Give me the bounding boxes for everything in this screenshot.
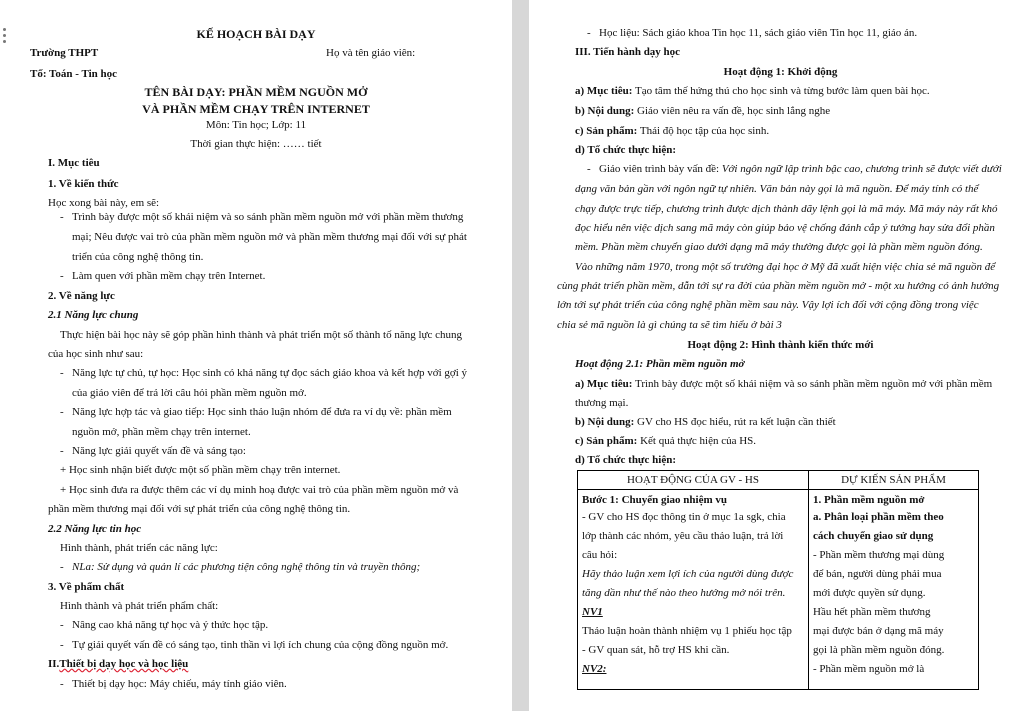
subsection-heading: 3. Về phẩm chất xyxy=(48,581,125,593)
product-subheading: a. Phân loại phần mềm theo xyxy=(813,511,944,523)
organization-label: d) Tổ chức thực hiện: xyxy=(575,454,677,466)
bullet-line: Làm quen với phần mềm chạy trên Internet. xyxy=(72,270,266,282)
bullet-line: Học liệu: Sách giáo khoa Tin học 11, sách giáo viên Tin học 11, giáo án. xyxy=(599,27,918,39)
cell-line: mới được quyền sử dụng. xyxy=(813,587,926,599)
cell-line: - GV quan sát, hỗ trợ HS khi cần. xyxy=(582,644,730,656)
section-heading: I. Mục tiêu xyxy=(48,157,100,169)
intro-line xyxy=(599,162,1002,176)
bullet-dash: - xyxy=(587,163,591,175)
product-label: c) Sản phẩm: xyxy=(575,125,638,137)
intro-text: Giáo viên trình bày vấn đề: xyxy=(599,163,722,175)
bullet-line: của giáo viên để trả lời câu hỏi phần mềm nguồn mở. xyxy=(72,387,307,399)
bullet-line: NLa: Sử dụng và quản lí các phương tiện công nghệ thông tin và truyền thông; xyxy=(72,561,421,573)
time-line: Thời gian thực hiện: …… tiết xyxy=(190,138,322,150)
bullet-line: Tự giải quyết vấn đề có sáng tạo, tinh thần vì lợi ích chung của cộng đồng nguồn mở. xyxy=(72,639,449,651)
bullet-line: Nâng cao khả năng tự học và ý thức học tập. xyxy=(72,619,269,631)
quote-line: chạy được trực tiếp, chương trình được dịch thành dãy lệnh gọi là mã máy. Mã máy này rất khó xyxy=(575,203,998,215)
product-subheading: cách chuyển giao sử dụng xyxy=(813,530,934,542)
group-label: Tổ: Toán - Tin học xyxy=(30,68,118,80)
product-label: c) Sản phẩm: xyxy=(575,435,638,447)
table-header-product: DỰ KIẾN SẢN PHẨM xyxy=(809,471,979,490)
product-text: Thái độ học tập của học sinh. xyxy=(637,125,770,137)
section-heading xyxy=(48,657,188,671)
paragraph: Hình thành và phát triển phẩm chất: xyxy=(60,600,219,612)
quote-line: chia sẻ mã nguồn là gì chúng ta sẽ tìm hiểu ở bài 3 xyxy=(557,319,782,331)
activity-heading: Hoạt động 2: Hình thành kiến thức mới xyxy=(687,339,874,351)
table-header-activity: HOẠT ĐỘNG CỦA GV - HS xyxy=(578,471,809,490)
document-page-right xyxy=(529,0,1032,711)
subsection-heading: 2.1 Năng lực chung xyxy=(48,309,139,321)
bullet-dash: - xyxy=(60,678,64,690)
lesson-title-line-1: TÊN BÀI DẠY: PHẦN MỀM NGUỒN MỞ xyxy=(144,85,368,99)
task-label: NV1 xyxy=(582,606,603,618)
quote-line: dạng văn bản gần với ngôn ngữ tự nhiên. Văn bản này gọi là mã nguồn. Để máy tính có thể xyxy=(575,183,979,195)
cell-line: - Phần mềm nguồn mở là xyxy=(813,663,925,675)
content-text: Giáo viên nêu ra vấn đề, học sinh lắng nghe xyxy=(634,105,831,117)
objective-line xyxy=(575,377,992,391)
paragraph: của học sinh như sau: xyxy=(48,348,144,360)
content-text: GV cho HS đọc hiểu, rút ra kết luận cần thiết xyxy=(634,416,836,428)
quote-line: đọc hiểu nên việc dịch sang mã máy còn giúp bảo vệ chống đánh cắp ý tưởng hay sửa đổi phần xyxy=(575,222,995,234)
bullet-line: triển của công nghệ thông tin. xyxy=(72,251,204,263)
subsection-heading: 2.2 Năng lực tin học xyxy=(48,523,142,535)
content-line xyxy=(575,104,830,118)
cell-line: câu hỏi: xyxy=(582,549,618,561)
cell-line: - GV cho HS đọc thông tin ở mục 1a sgk, chia xyxy=(582,511,786,523)
document-title: KẾ HOẠCH BÀI DẠY xyxy=(196,27,316,41)
bullet-dash: - xyxy=(60,561,64,573)
plus-line: phần mềm thương mại đối với sự phát triển của công nghệ thông tin. xyxy=(48,503,351,515)
plus-line: + Học sinh đưa ra được thêm các ví dụ minh hoạ được vai trò của phần mềm nguồn mở và xyxy=(60,484,459,496)
bullet-line: Năng lực tự chủ, tự học: Học sinh có khả năng tự đọc sách giáo khoa và kết hợp với gợi ý xyxy=(72,367,468,379)
quote-line: lớn tới sự phát triển của công nghệ phần mềm sau này. Vậy lợi ích đối với cộng đồng trong việc xyxy=(557,299,979,311)
cell-line: gọi là phần mềm nguồn đóng. xyxy=(813,644,945,656)
document-page-left xyxy=(0,0,512,711)
bullet-line: Trình bày được một số khái niệm và so sánh phần mềm nguồn mở với phần mềm thương xyxy=(72,211,464,223)
organization-label: d) Tổ chức thực hiện: xyxy=(575,144,677,156)
content-line xyxy=(575,415,836,429)
bullet-dash: - xyxy=(60,367,64,379)
bullet-dash: - xyxy=(60,211,64,223)
cell-line: Thảo luận hoàn thành nhiệm vụ 1 phiếu học tập xyxy=(582,625,792,637)
objective-text: Tạo tâm thế hứng thú cho học sinh và từng bước làm quen bài học. xyxy=(632,85,930,97)
teacher-label: Họ và tên giáo viên: xyxy=(326,47,416,59)
bullet-dash: - xyxy=(587,27,591,39)
lesson-title-line-2: VÀ PHẦN MỀM CHẠY TRÊN INTERNET xyxy=(142,102,370,116)
paragraph: Hình thành, phát triển các năng lực: xyxy=(60,542,218,554)
activity-table xyxy=(577,470,979,690)
cell-line: để bán, người dùng phải mua xyxy=(813,568,942,580)
bullet-dash: - xyxy=(60,619,64,631)
section-number: II. xyxy=(48,658,60,670)
subsection-heading: 1. Về kiến thức xyxy=(48,178,119,190)
task-label: NV2: xyxy=(582,663,607,675)
bullet-dash: - xyxy=(60,406,64,418)
objective-text: Trình bày được một số khái niệm và so sánh phần mềm nguồn mở với phần mềm xyxy=(632,378,993,390)
table-cell-product xyxy=(809,490,979,690)
bullet-line: mại; Nêu được vai trò của phần mềm nguồn mở và phần mềm thương mại đối với sự phát xyxy=(72,231,467,243)
cell-line: tăng dần như thế nào theo hướng mở nói trên. xyxy=(582,587,786,599)
section-heading: III. Tiến hành dạy học xyxy=(575,46,681,58)
bullet-line: Thiết bị dạy học: Máy chiếu, máy tính giáo viên. xyxy=(72,678,287,690)
quote-line: mềm. Phần mềm chuyển giao dưới dạng mã máy thường được gọi là phần mềm nguồn đóng. xyxy=(575,241,983,253)
product-heading: 1. Phần mềm nguồn mở xyxy=(813,494,925,506)
product-line xyxy=(575,124,769,138)
content-label: b) Nội dung: xyxy=(575,416,635,428)
plus-line: + Học sinh nhận biết được một số phần mềm chạy trên internet. xyxy=(60,464,341,476)
school-label: Trường THPT xyxy=(30,47,99,59)
bullet-dash: - xyxy=(60,639,64,651)
cell-line: lớp thành các nhóm, yêu cầu thảo luận, trả lời xyxy=(582,530,784,542)
cell-line: Hãy thảo luận xem lợi ích của người dùng được xyxy=(582,568,794,580)
quote-line: cùng phát triển phần mềm, dẫn tới sự ra đời của phần mềm nguồn mở - một xu hướng có ảnh hưởng xyxy=(557,280,1000,292)
objective-label: a) Mục tiêu: xyxy=(575,378,633,390)
cell-line: mại được bán ở dạng mã máy xyxy=(813,625,944,637)
intro-quote: Với ngôn ngữ lập trình bậc cao, chương trình sẽ được viết dưới xyxy=(721,163,1002,175)
content-label: b) Nội dung: xyxy=(575,105,635,117)
bullet-dash: - xyxy=(60,445,64,457)
table-header-row xyxy=(578,471,979,490)
objective-line xyxy=(575,84,930,98)
product-text: Kết quả thực hiện của HS. xyxy=(637,435,757,447)
cell-line: Hầu hết phần mềm thương xyxy=(813,606,931,618)
subject-line: Môn: Tin học; Lớp: 11 xyxy=(205,119,307,131)
subactivity-heading: Hoạt động 2.1: Phần mềm nguồn mở xyxy=(575,358,745,370)
table-row xyxy=(578,490,979,690)
section-heading-text: Thiết bị dạy học và học liệu xyxy=(59,658,189,670)
bullet-line: Năng lực giải quyết vấn đề và sáng tạo: xyxy=(72,445,246,457)
step-heading: Bước 1: Chuyển giao nhiệm vụ xyxy=(582,494,728,506)
bullet-dash: - xyxy=(60,270,64,282)
objective-label: a) Mục tiêu: xyxy=(575,85,633,97)
bullet-line: Năng lực hợp tác và giao tiếp: Học sinh thảo luận nhóm để đưa ra ví dụ về: phần mềm xyxy=(72,406,452,418)
paragraph: Thực hiện bài học này sẽ góp phần hình thành và phát triển một số thành tố năng lực chung xyxy=(60,329,463,341)
cell-line: - Phần mềm thương mại dùng xyxy=(813,549,945,561)
bullet-line: nguồn mở, phần mềm chạy trên internet. xyxy=(72,426,251,438)
objective-line-2: thương mại. xyxy=(575,397,629,409)
subsection-heading: 2. Về năng lực xyxy=(48,290,115,302)
quote-line: Vào những năm 1970, trong một số trường đại học ở Mỹ đã xuất hiện việc chia sẻ mã nguồn để xyxy=(575,261,996,273)
paragraph: Học xong bài này, em sẽ: xyxy=(48,197,160,209)
activity-heading: Hoạt động 1: Khởi động xyxy=(723,66,838,78)
product-line xyxy=(575,434,756,448)
table-cell-activity xyxy=(578,490,809,690)
